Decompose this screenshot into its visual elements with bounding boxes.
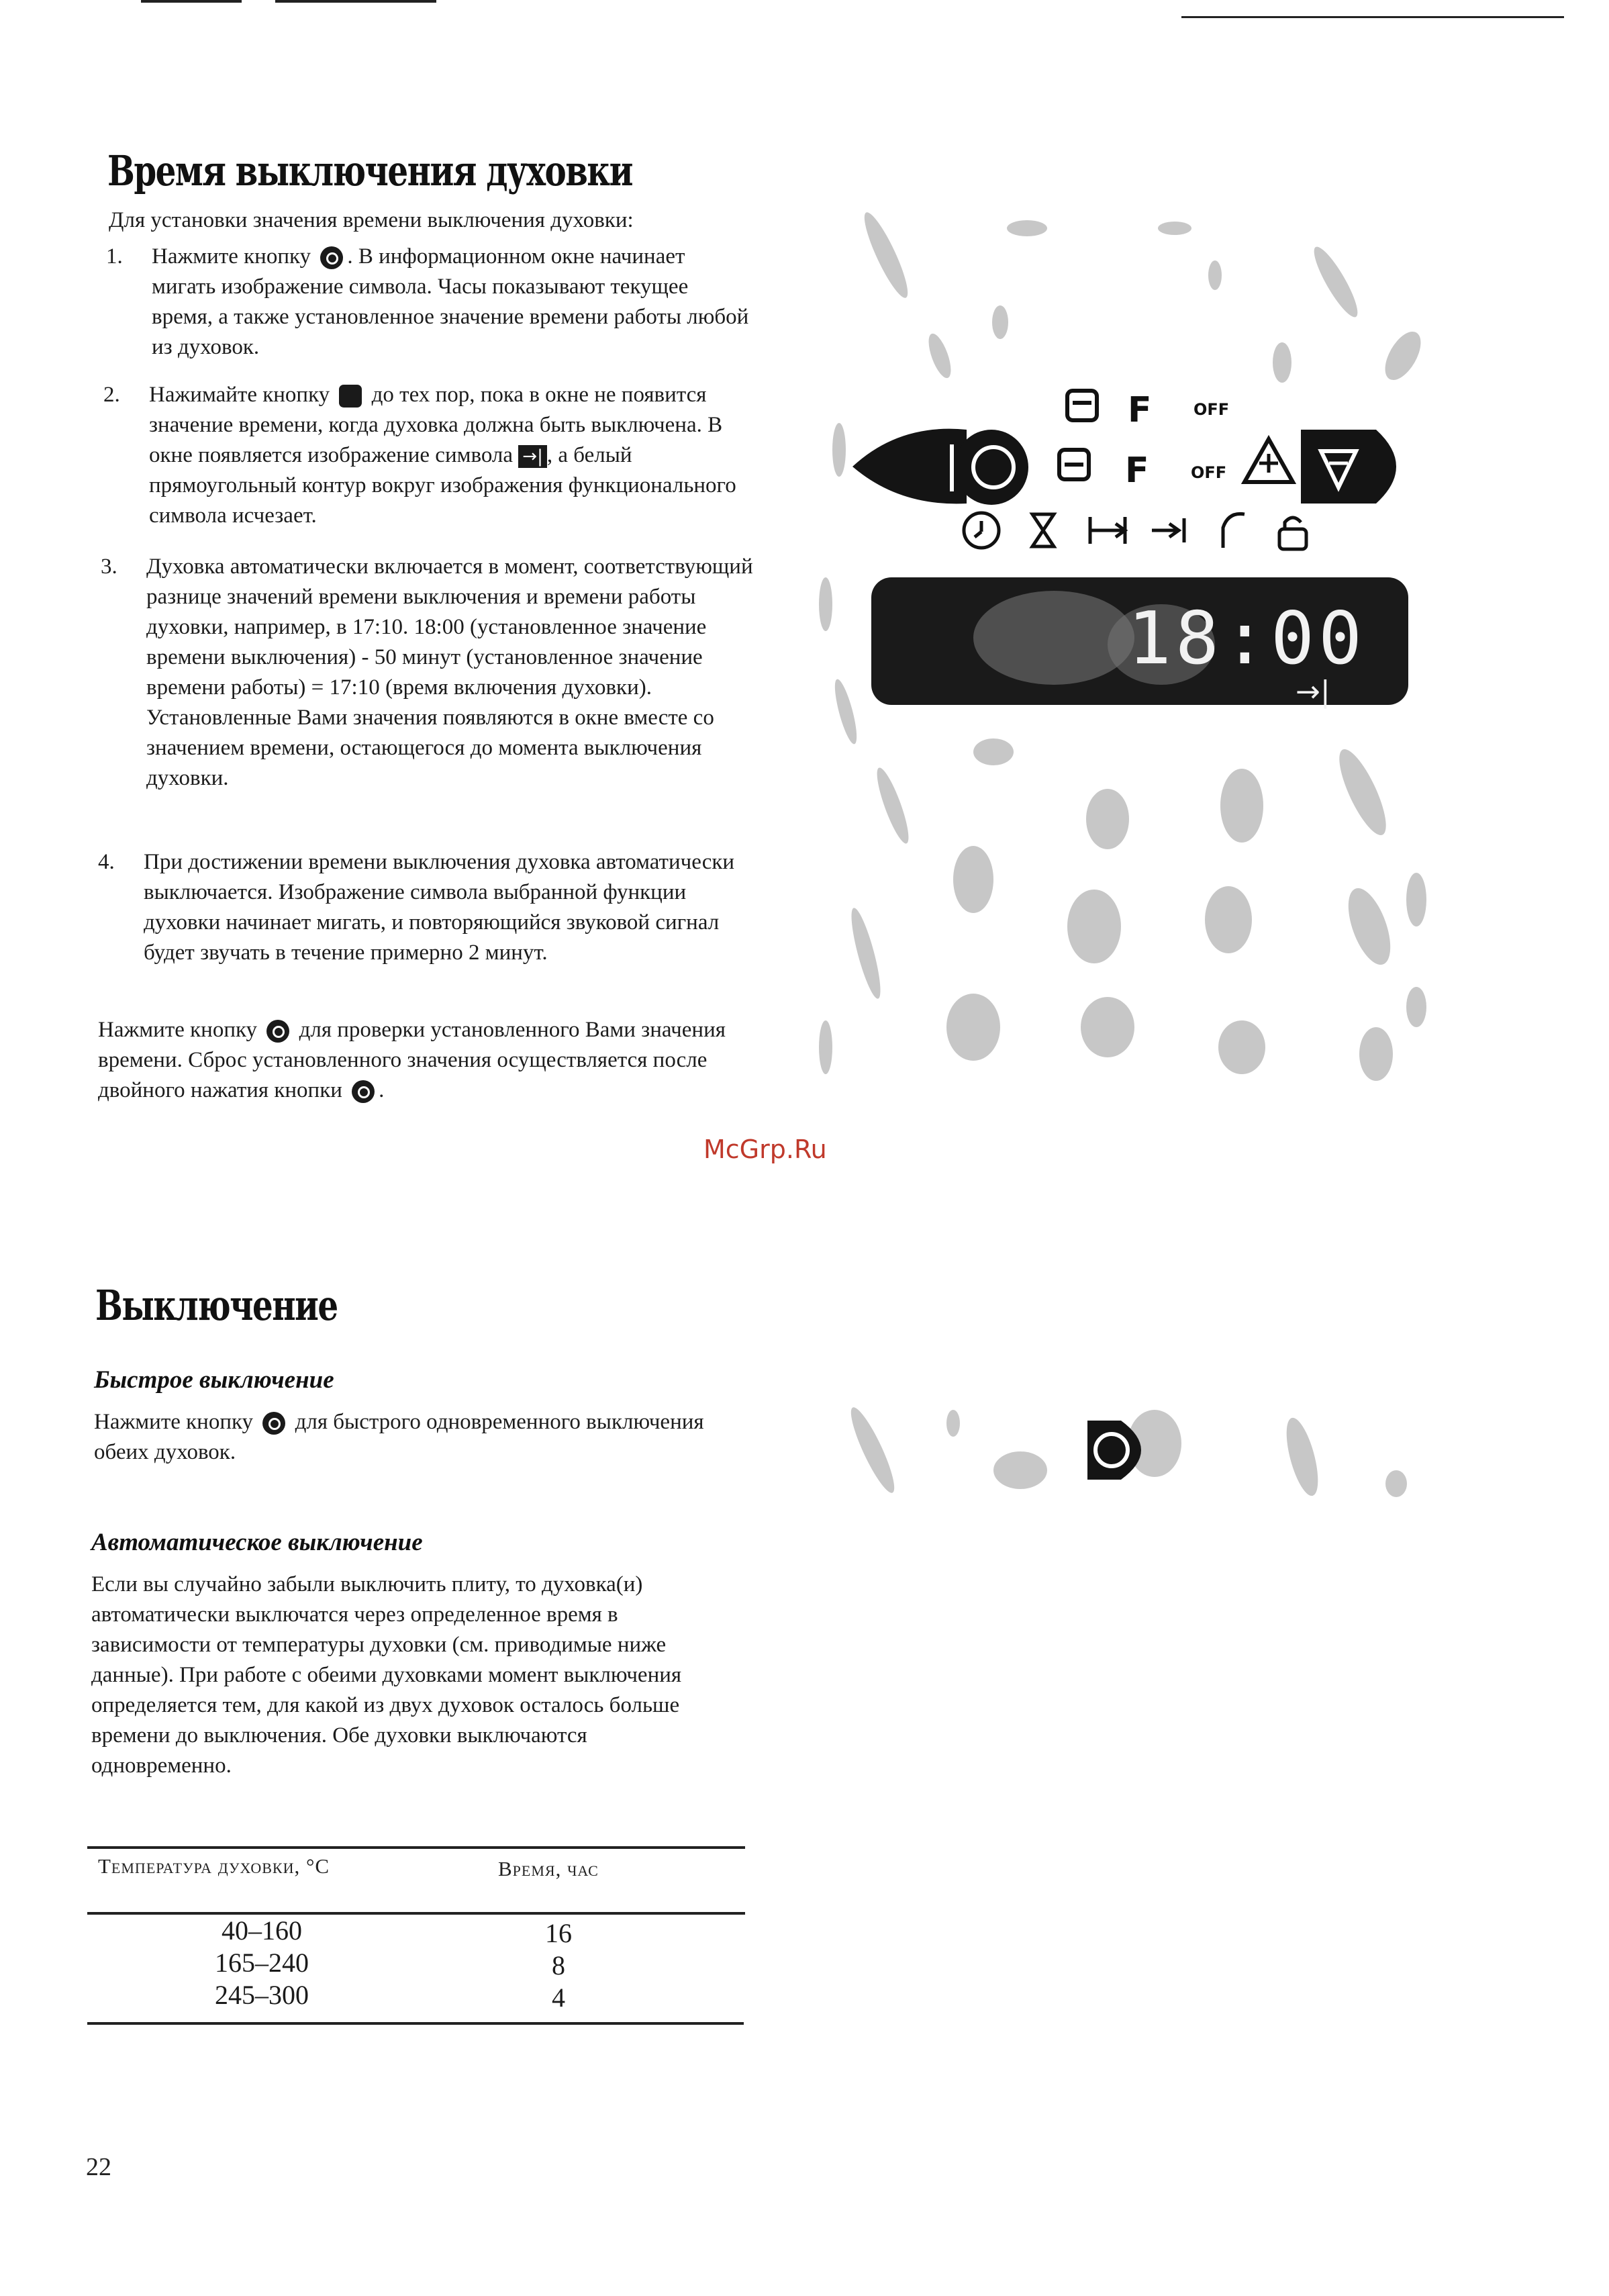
table-header-temperature: Температура духовки, °C <box>98 1854 330 1878</box>
note-text-c: . <box>379 1078 385 1102</box>
oven-top-icon <box>1067 391 1097 420</box>
off-button-shape <box>955 430 1028 505</box>
quick-off-text-b: для быстрого одновременного выключения обеих духовок. <box>94 1410 704 1464</box>
display-time: 18:00 <box>1127 597 1366 681</box>
page-number: 22 <box>86 2153 111 2181</box>
table-top-rule <box>87 1846 745 1849</box>
step-1-text-a: Нажмите кнопку <box>152 244 311 269</box>
step-2-text-a: Нажимайте кнопку <box>149 383 330 407</box>
off-label-top: OFF <box>1193 400 1230 419</box>
step-2-text-c: , а белый прямоугольный контур вокруг изображения функционального символа исчезает. <box>149 443 736 528</box>
auto-off-text: Если вы случайно забыли выключить плиту, то духовка(и) автоматически выключатся через определенное время в зависимости от температуры духовки (см. приводимые ниже данные). При работе с обеими духовками момент выключения определяется тем, для какой из двух духовок осталось больше времени до выключения. Обе духовки выключаются одновременно. <box>91 1572 682 1778</box>
auto-off-heading: Автоматическое выключение <box>91 1529 423 1556</box>
watermark: McGrp.Ru <box>703 1135 827 1164</box>
end-time-button-icon-2 <box>266 1020 289 1043</box>
step-2-number: 2. <box>103 383 120 407</box>
table-cell-temperature: 165–240 <box>215 1948 309 1978</box>
timer-icons-row <box>964 513 1306 549</box>
lock-icon <box>1279 529 1306 549</box>
section2-title: Выключение <box>95 1281 338 1330</box>
step-4 <box>98 847 754 968</box>
step-1-number: 1. <box>106 244 123 269</box>
end-time-symbol-icon: →| <box>518 445 547 468</box>
off-button-illustration <box>846 1396 1430 1504</box>
table-cell-temperature: 40–160 <box>222 1915 302 1946</box>
quick-off-text <box>94 1407 718 1468</box>
step-2 <box>103 380 753 531</box>
end-time-button-icon-3 <box>352 1080 375 1103</box>
oven-bottom-row <box>1059 430 1396 504</box>
top-rule-right <box>1181 16 1564 18</box>
hourglass-icon <box>1032 514 1054 546</box>
oven-top-row <box>1067 390 1229 430</box>
fan-label-bottom: F <box>1125 450 1149 491</box>
section1-note <box>98 1015 763 1106</box>
table-header-time: Время, час <box>498 1857 599 1880</box>
step-1-text-b: . В информационном окне начинает мигать изображение символа. Часы показывают текущее время, а также установленное значение времени работы любой из духовок. <box>152 244 749 359</box>
step-4-text: При достижении времени выключения духовка автоматически выключается. Изображение символа выбранной функции духовки начинает мигать, и повторяющийся звуковой сигнал будет звучать в течение примерно 2 минут. <box>144 850 735 965</box>
table-cell-hours: 8 <box>552 1950 565 1980</box>
end-time-button-icon <box>320 246 343 269</box>
step-3-number: 3. <box>101 555 117 579</box>
fan-label-top: F <box>1128 390 1152 430</box>
oven-selector-pad <box>852 429 967 504</box>
table-cell-temperature: 245–300 <box>215 1980 309 2010</box>
note-text-b: для проверки установленного Вами значения времени. Сброс установленного значения осуществляется после двойного нажатия кнопки <box>98 1018 726 1102</box>
step-2-text-b: до тех пор, пока в окне не появится значение времени, когда духовка должна быть выключена. В окне появляется изображение символа <box>149 383 723 467</box>
step-3-text: Духовка автоматически включается в момент, соответствующий разнице значений времени выключения и времени работы духовки, например, в 17:10. 18:00 (установленное значение времени выключения) - 50 минут (установленное значение времени работы) = 17:10 (время включения духовки). Установленные Вами значения появляются в окне вместе со значением времени, остающегося до момента выключения духовки. <box>146 555 753 790</box>
off-button-icon-inline <box>262 1412 285 1435</box>
section1-intro: Для установки значения времени выключения духовки: <box>109 208 634 232</box>
section1-title: Время выключения духовки <box>107 146 632 195</box>
display-end-indicator: →| <box>1296 675 1330 709</box>
quick-off-text-a: Нажмите кнопку <box>94 1410 254 1434</box>
top-rule-left-2 <box>275 0 436 3</box>
step-4-number: 4. <box>98 850 115 874</box>
control-panel-illustration <box>799 201 1443 1128</box>
table-bottom-rule <box>87 2022 744 2025</box>
step-3 <box>101 552 764 794</box>
off-label-bottom: OFF <box>1191 463 1227 482</box>
top-rule-left <box>141 0 242 3</box>
step-1 <box>106 242 749 363</box>
table-cell-hours: 4 <box>552 1982 565 2013</box>
quick-off-heading: Быстрое выключение <box>94 1366 334 1394</box>
table-header-rule <box>87 1912 745 1915</box>
minute-minder-icon <box>1223 514 1245 548</box>
plus-button-icon <box>339 385 362 408</box>
note-text-a: Нажмите кнопку <box>98 1018 258 1042</box>
table-cell-hours: 16 <box>545 1918 572 1948</box>
